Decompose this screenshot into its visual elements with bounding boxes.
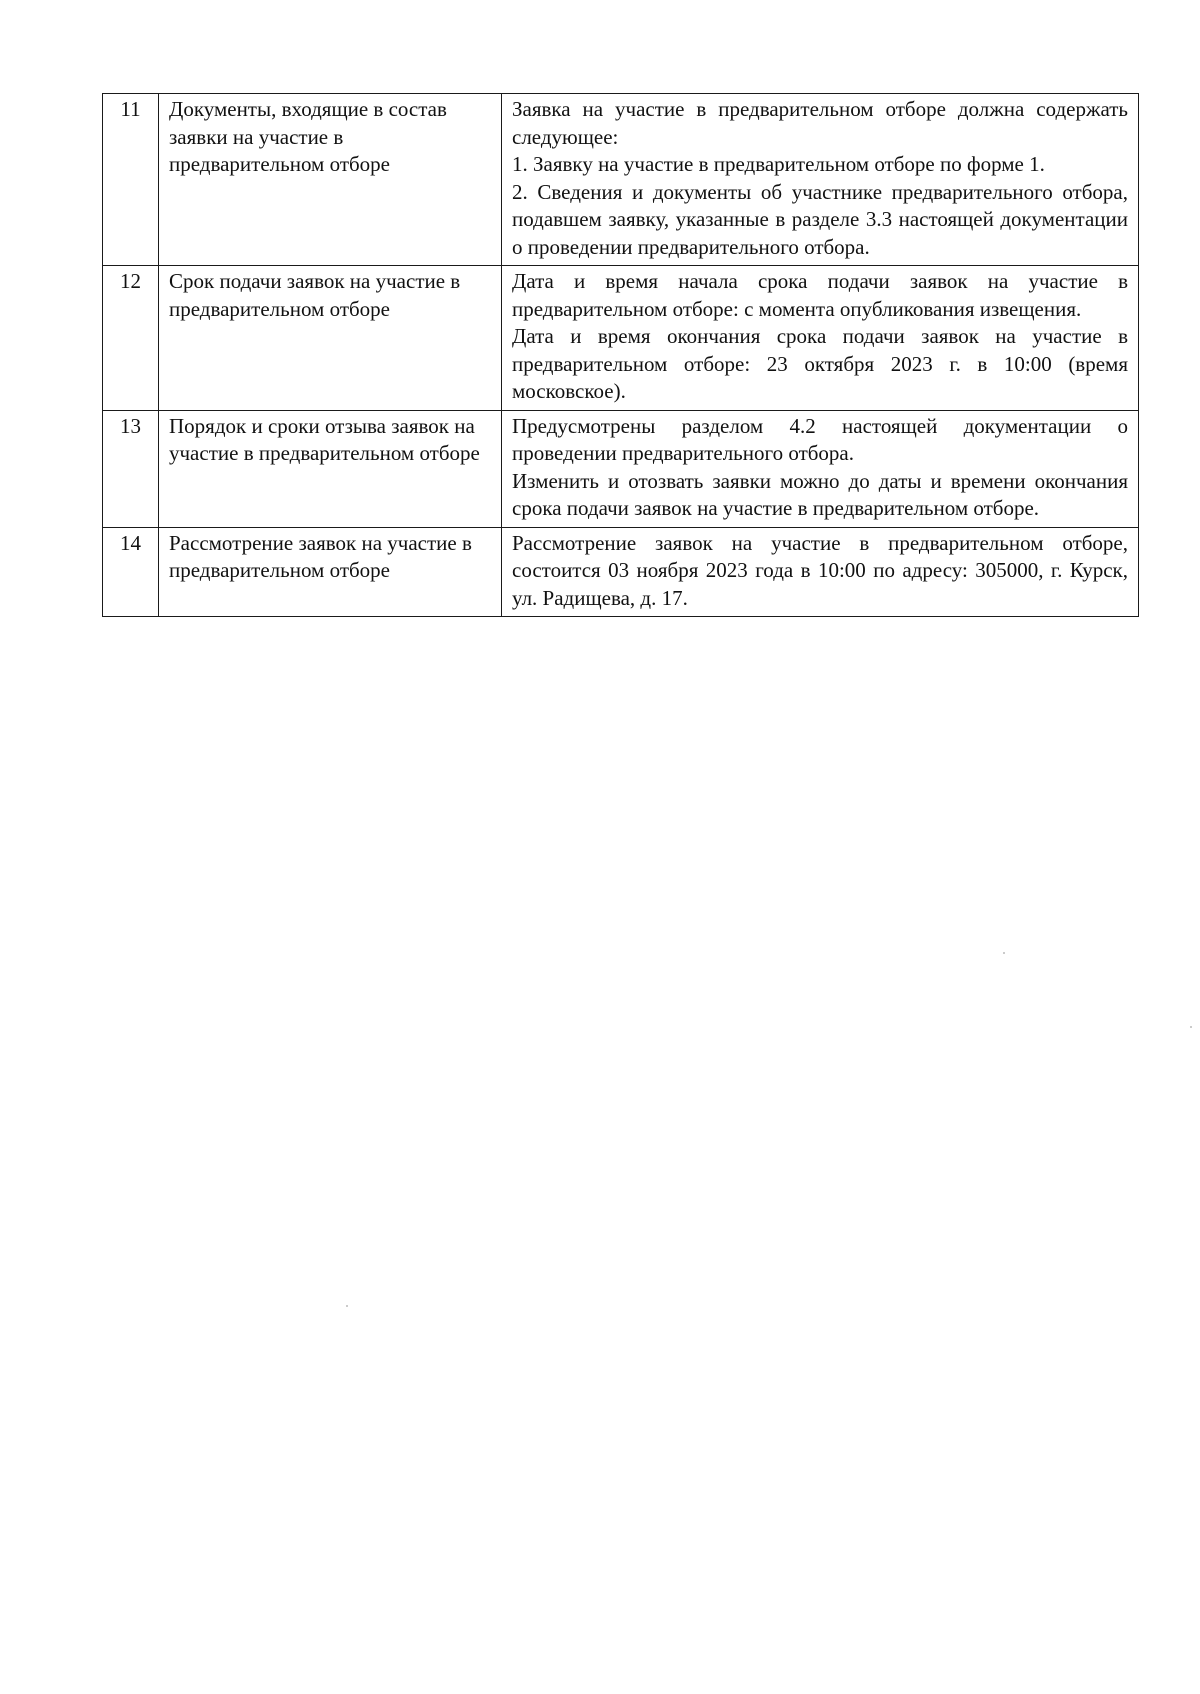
row-title: Срок подачи заявок на участие в предварительном отборе	[159, 266, 502, 411]
description-paragraph: 2. Сведения и документы об участнике предварительного отбора, подавшем заявку, указанные в разделе 3.3 настоящей документации о проведении предварительного отбора.	[512, 179, 1128, 259]
row-title: Порядок и сроки отзыва заявок на участие в предварительном отборе	[159, 410, 502, 527]
scan-speck	[1190, 1026, 1192, 1028]
row-number: 13	[103, 410, 159, 527]
row-description	[502, 266, 1139, 411]
table-row	[103, 527, 1139, 617]
row-number: 11	[103, 94, 159, 266]
description-paragraph: Дата и время окончания срока подачи заявок на участие в предварительном отборе: 23 октября 2023 г. в 10:00 (время московское).	[512, 324, 1128, 403]
description-paragraph: Рассмотрение заявок на участие в предварительном отборе, состоится 03 ноября 2023 года в 10:00 по адресу: 305000, г. Курск, ул. Радищева, д. 17.	[512, 530, 1128, 610]
description-paragraph: Заявка на участие в предварительном отборе должна содержать следующее:	[512, 97, 1128, 149]
row-title: Документы, входящие в состав заявки на участие в предварительном отборе	[159, 94, 502, 266]
row-description	[502, 527, 1139, 617]
table-row	[103, 266, 1139, 411]
scan-speck	[1003, 952, 1005, 954]
row-number: 12	[103, 266, 159, 411]
table-row	[103, 410, 1139, 527]
row-description	[502, 410, 1139, 527]
row-title: Рассмотрение заявок на участие в предварительном отборе	[159, 527, 502, 617]
table-row	[103, 94, 1139, 266]
description-paragraph: Изменить и отозвать заявки можно до даты и времени окончания срока подачи заявок на участие в предварительном отборе.	[512, 468, 1128, 520]
row-number: 14	[103, 527, 159, 617]
requirements-table	[102, 93, 1139, 617]
scan-speck	[346, 1305, 348, 1307]
description-paragraph: 1. Заявку на участие в предварительном отборе по форме 1.	[512, 152, 1045, 176]
description-paragraph: Предусмотрены разделом 4.2 настоящей документации о проведении предварительного отбора.	[512, 413, 1128, 465]
row-description	[502, 94, 1139, 266]
description-paragraph: Дата и время начала срока подачи заявок на участие в предварительном отборе: с момента опубликования извещения.	[512, 269, 1128, 321]
